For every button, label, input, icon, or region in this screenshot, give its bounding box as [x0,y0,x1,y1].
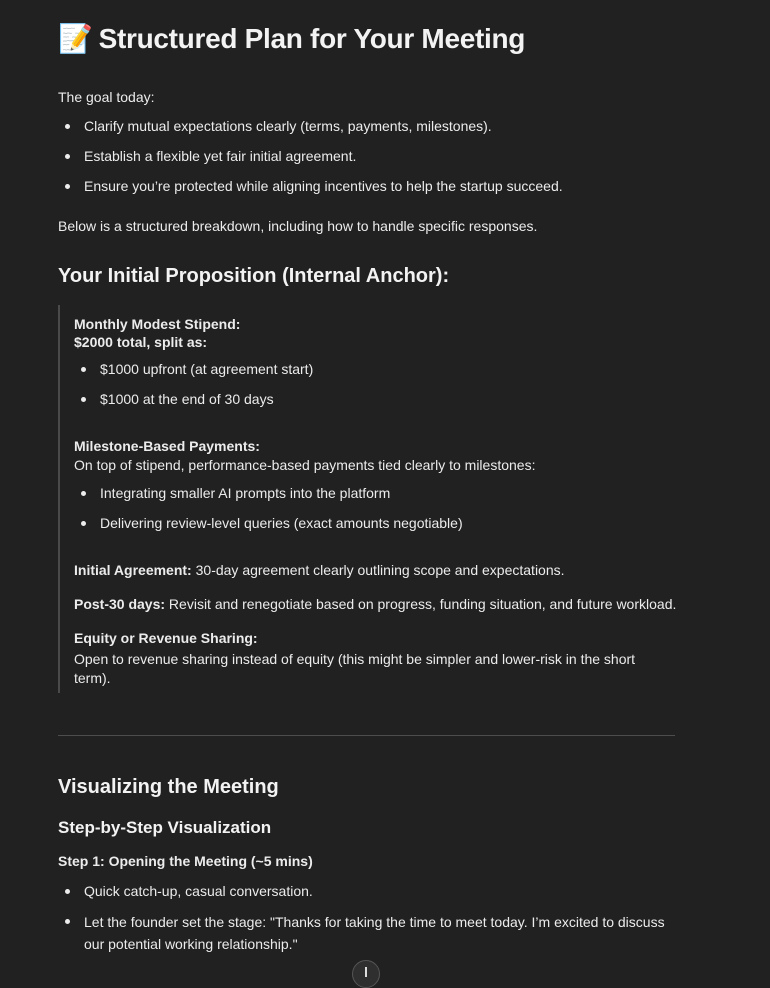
divider [58,735,675,736]
stipend-amount: $2000 total, split as: [74,334,208,350]
page-title-text: Structured Plan for Your Meeting [98,23,526,54]
post-30-days [74,594,676,614]
post-30-days-text: Revisit and renegotiate based on progress, funding situation, and future workload. [165,596,677,612]
initial-agreement [74,560,565,580]
list-item: $1000 at the end of 30 days [74,389,313,409]
proposition-blockquote [58,305,700,693]
step1-list [58,881,665,965]
proposition-heading: Your Initial Proposition (Internal Anchor): [58,265,450,287]
list-item: $1000 upfront (at agreement start) [74,359,313,379]
goal-label: The goal today: [58,89,155,105]
milestone-label: Milestone-Based Payments: [74,438,260,454]
stipend-list [74,359,313,419]
list-item: Quick catch-up, casual conversation. [58,881,665,901]
arrow-down-icon [365,967,367,977]
list-item: Integrating smaller AI prompts into the platform [74,483,463,503]
equity-text-2: term). [74,670,111,686]
scroll-to-bottom-button[interactable] [352,960,380,988]
breakdown-text: Below is a structured breakdown, including how to handle specific responses. [58,218,538,234]
initial-agreement-text: 30-day agreement clearly outlining scope and expectations. [191,562,565,578]
equity-label: Equity or Revenue Sharing: [74,630,258,646]
milestone-desc: On top of stipend, performance-based payments tied clearly to milestones: [74,457,536,473]
step1-heading: Step 1: Opening the Meeting (~5 mins) [58,853,313,869]
list-item: Establish a flexible yet fair initial agreement. [58,146,563,166]
post-30-days-label: Post-30 days: [74,596,166,612]
list-item: Delivering review-level queries (exact amounts negotiable) [74,513,463,533]
initial-agreement-label: Initial Agreement: [74,562,192,578]
equity-text-1: Open to revenue sharing instead of equity (this might be simpler and lower-risk in the short [74,651,636,667]
visualizing-heading: Visualizing the Meeting [58,776,279,798]
memo-icon: 📝 [58,23,93,54]
list-item: Clarify mutual expectations clearly (terms, payments, milestones). [58,116,563,136]
goal-list [58,116,563,206]
page-title [58,22,525,55]
list-item: Ensure you’re protected while aligning incentives to help the startup succeed. [58,176,563,196]
milestone-list [74,483,463,543]
list-item-line-2: our potential working relationship." [84,936,298,952]
list-item-line-1: Let the founder set the stage: "Thanks for taking the time to meet today. I’m excited to discuss [84,914,665,930]
list-item [58,911,665,955]
stipend-label: Monthly Modest Stipend: [74,316,241,332]
visualization-subheading: Step-by-Step Visualization [58,818,272,837]
